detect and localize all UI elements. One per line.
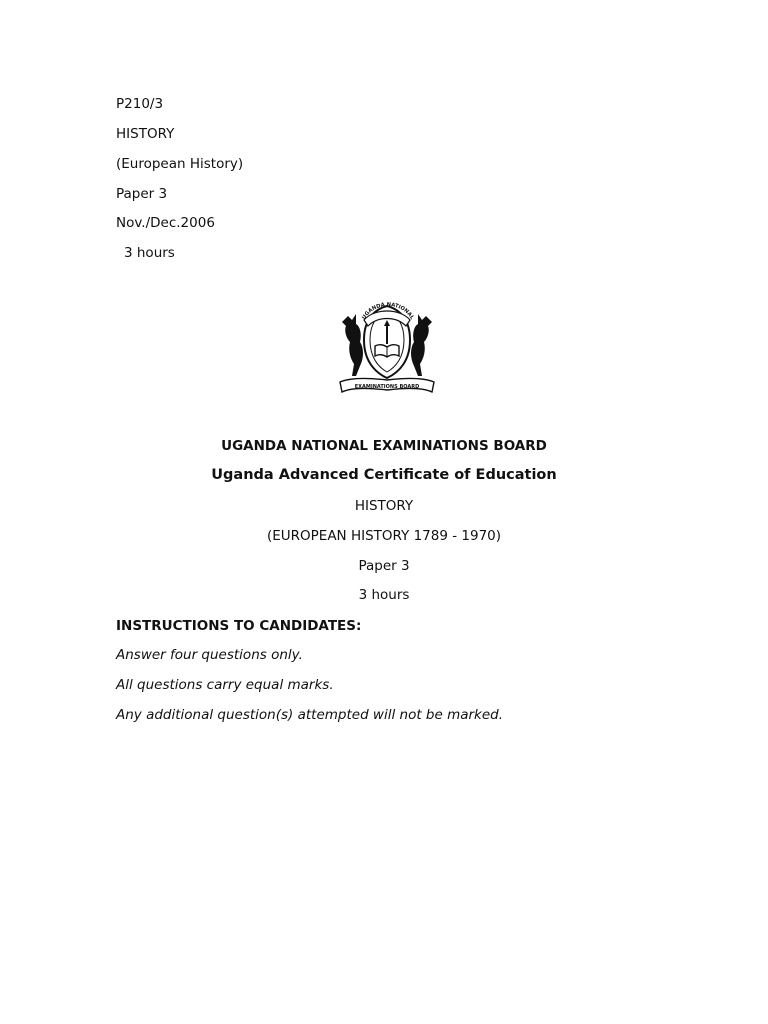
- instruction-item: Any additional question(s) attempted will not be marked.: [116, 707, 504, 723]
- title-paper-name: (EUROPEAN HISTORY 1789 - 1970): [266, 528, 502, 544]
- header-paper: Paper 3: [116, 186, 168, 202]
- paper-code: P210/3: [116, 96, 164, 112]
- header-duration: 3 hours: [124, 245, 175, 261]
- instruction-item: Answer four questions only.: [116, 647, 303, 663]
- crest-bottom-text: EXAMINATIONS BOARD: [354, 384, 420, 390]
- board-title: UGANDA NATIONAL EXAMINATIONS BOARD: [221, 438, 547, 454]
- crest-top-text: UGANDA NATIONAL: [361, 301, 415, 321]
- header-subject: HISTORY: [116, 126, 175, 142]
- title-paper: Paper 3: [358, 558, 410, 574]
- instructions-heading: INSTRUCTIONS TO CANDIDATES:: [116, 618, 362, 634]
- title-subject: HISTORY: [354, 498, 414, 514]
- uneb-crest-icon: [334, 300, 440, 396]
- header-date: Nov./Dec.2006: [116, 215, 215, 231]
- certificate-title: Uganda Advanced Certificate of Education: [211, 467, 557, 483]
- title-duration: 3 hours: [358, 587, 410, 603]
- instruction-item: All questions carry equal marks.: [116, 677, 334, 693]
- header-paper-name: (European History): [116, 156, 244, 172]
